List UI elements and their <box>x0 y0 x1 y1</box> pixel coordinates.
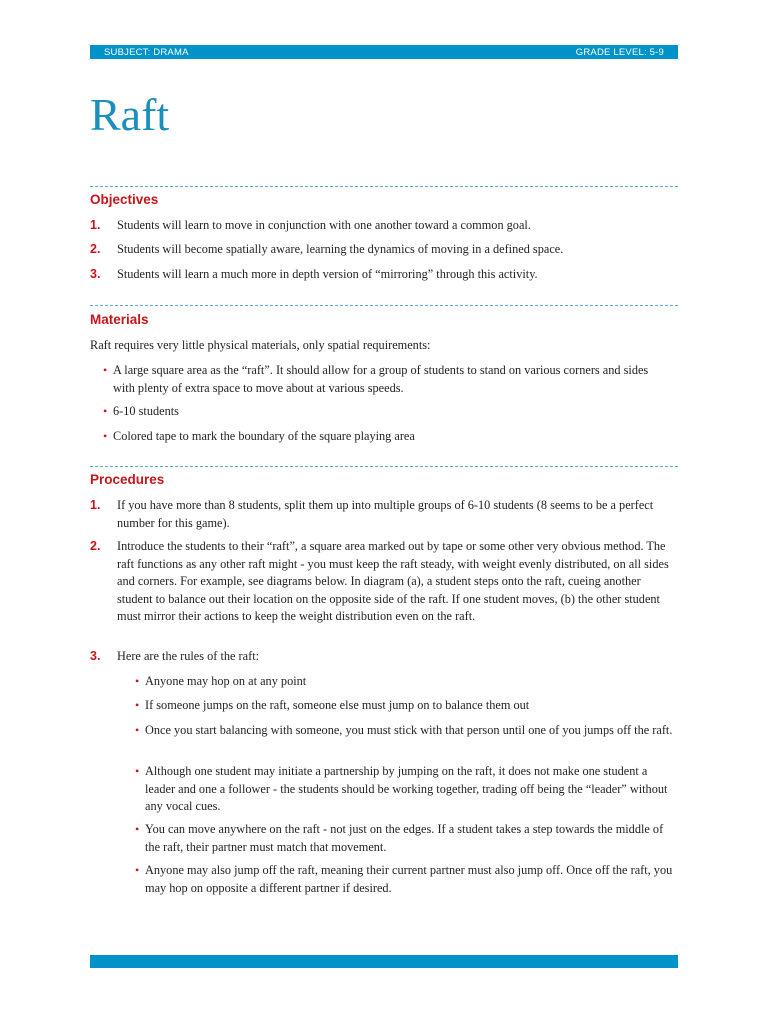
bullet-dot: • <box>135 723 140 737</box>
procedure-number: 1. <box>90 498 101 512</box>
bullet-dot: • <box>135 674 140 688</box>
objective-number: 2. <box>90 242 101 256</box>
rule-text: Anyone may also jump off the raft, meaning their current partner must also jump off. Once off the raft, you may hop on opposite a different partner if desired. <box>145 863 673 895</box>
divider-objectives <box>90 186 678 187</box>
objective-number: 1. <box>90 218 101 232</box>
procedure-text: Introduce the students to their “raft”, a square area marked out by tape or some other very obvious method. The raft functions as any other raft might - you must keep the raft steady, with weight evenly distributed, on all sides and corners. For example, see diagrams below. In diagram (a), a student steps onto the raft, cueing another student to balance out their location on the opposite side of the raft. If one student moves, (b) the other student must mirror their actions to keep the weight distribution even on the raft. <box>117 539 669 623</box>
bullet-dot: • <box>135 863 140 877</box>
bullet-dot: • <box>103 429 108 443</box>
objective-text: Students will learn to move in conjunction with one another toward a common goal. <box>117 218 531 232</box>
divider-procedures <box>90 466 678 467</box>
divider-materials <box>90 305 678 306</box>
rule-text: Once you start balancing with someone, you must stick with that person until one of you jumps off the raft. <box>145 723 673 737</box>
procedure-number: 3. <box>90 649 101 663</box>
subject-label: SUBJECT: DRAMA <box>104 46 189 58</box>
materials-item-text: Colored tape to mark the boundary of the square playing area <box>113 429 415 443</box>
materials-heading: Materials <box>90 312 149 327</box>
bullet-dot: • <box>135 698 140 712</box>
materials-intro: Raft requires very little physical materials, only spatial requirements: <box>90 338 431 352</box>
footer-bar <box>90 955 678 968</box>
objective-number: 3. <box>90 267 101 281</box>
rule-text: You can move anywhere on the raft - not just on the edges. If a student takes a step towards the middle of the raft, their partner must match that movement. <box>145 822 664 854</box>
rule-text: Although one student may initiate a partnership by jumping on the raft, it does not make one student a leader and one a follower - the students should be working together, trading off being the “leader” without any vocal cues. <box>145 764 668 813</box>
page-title: Raft <box>90 89 170 140</box>
rule-text: If someone jumps on the raft, someone else must jump on to balance them out <box>145 698 530 712</box>
bullet-dot: • <box>103 363 108 377</box>
procedure-text: If you have more than 8 students, split them up into multiple groups of 6-10 students (8 seems to be a perfect number for this game). <box>117 498 654 530</box>
grade-level-label: GRADE LEVEL: 5-9 <box>575 46 664 58</box>
objective-text: Students will learn a much more in depth version of “mirroring” through this activity. <box>117 267 538 281</box>
objective-text: Students will become spatially aware, learning the dynamics of moving in a defined space. <box>117 242 564 256</box>
header-bar <box>90 45 678 59</box>
objectives-heading: Objectives <box>90 192 159 207</box>
procedure-text: Here are the rules of the raft: <box>117 649 260 663</box>
procedures-heading: Procedures <box>90 472 165 487</box>
bullet-dot: • <box>135 822 140 836</box>
rule-text: Anyone may hop on at any point <box>145 674 307 688</box>
materials-item-text: A large square area as the “raft”. It should allow for a group of students to stand on various corners and sides with plenty of extra space to move about at various speeds. <box>113 363 649 395</box>
procedure-number: 2. <box>90 539 101 553</box>
materials-item-text: 6-10 students <box>113 404 179 418</box>
bullet-dot: • <box>103 404 108 418</box>
bullet-dot: • <box>135 764 140 778</box>
